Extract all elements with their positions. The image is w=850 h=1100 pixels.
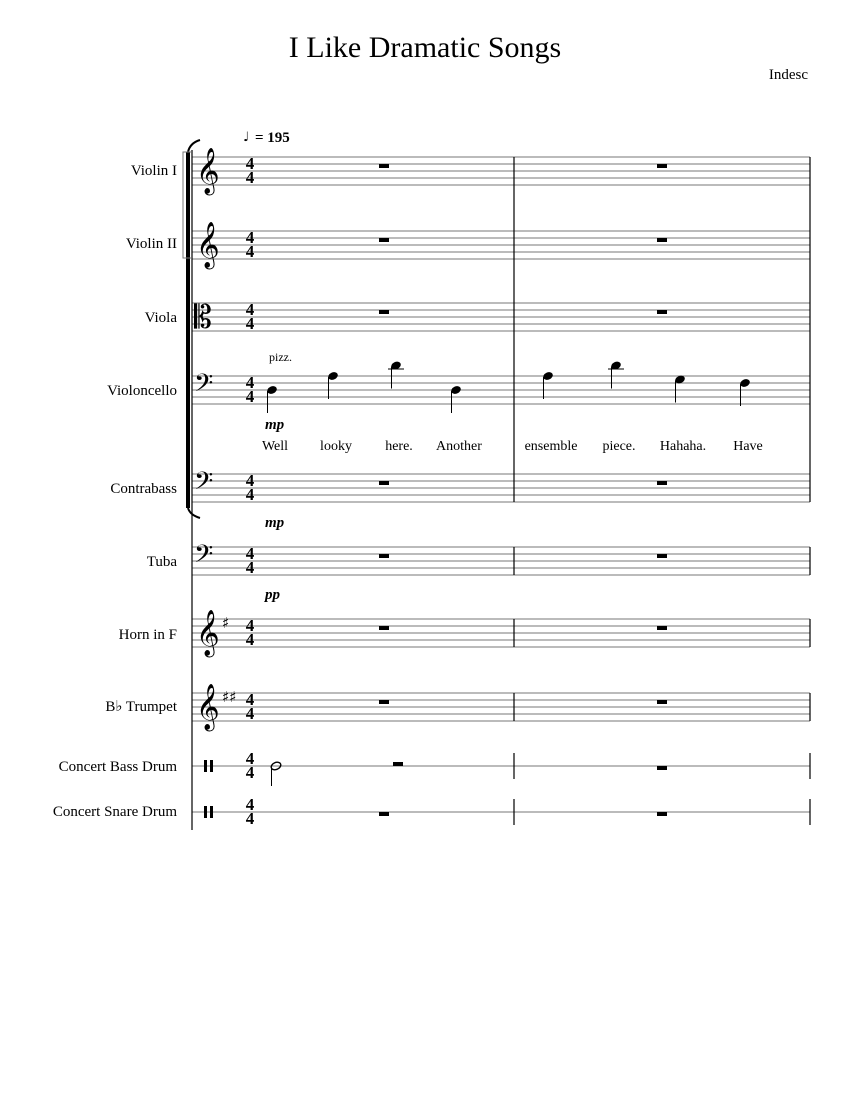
treble-clef-icon: 𝄞 bbox=[196, 148, 220, 194]
time-signature-numerator: 4 bbox=[245, 795, 255, 814]
percussion-clef-icon bbox=[204, 806, 207, 818]
time-signature-denominator: 4 bbox=[245, 704, 255, 723]
key-signature: ♯ bbox=[222, 614, 230, 632]
time-signature-denominator: 4 bbox=[245, 242, 255, 261]
string-bracket bbox=[186, 152, 190, 508]
time-signature-numerator: 4 bbox=[245, 228, 255, 247]
instrument-name: Violin I bbox=[130, 163, 177, 179]
whole-rest bbox=[657, 554, 667, 558]
lyric-syllable: Have bbox=[733, 439, 763, 454]
time-signature-denominator: 4 bbox=[245, 763, 255, 782]
instrument-name: B♭ Trumpet bbox=[105, 699, 177, 715]
instrument-name: Concert Snare Drum bbox=[52, 804, 177, 820]
score-title: I Like Dramatic Songs bbox=[288, 31, 562, 64]
whole-rest bbox=[657, 238, 667, 242]
time-signature-denominator: 4 bbox=[245, 558, 255, 577]
time-signature-denominator: 4 bbox=[245, 809, 255, 828]
whole-rest bbox=[657, 812, 667, 816]
treble-clef-icon: 𝄞 bbox=[196, 222, 220, 268]
composer: Indesc bbox=[768, 67, 808, 83]
whole-rest bbox=[379, 700, 389, 704]
lyric-syllable: piece. bbox=[602, 439, 636, 454]
instrument-name: Concert Bass Drum bbox=[58, 759, 177, 775]
bass-clef-icon: 𝄢 bbox=[194, 540, 214, 575]
tempo-marking: = 195 bbox=[255, 130, 290, 146]
treble-clef-icon: 𝄞 bbox=[196, 610, 220, 656]
lyric-syllable: looky bbox=[320, 439, 352, 454]
time-signature-numerator: 4 bbox=[245, 749, 255, 768]
lyric-syllable: Hahaha. bbox=[659, 439, 707, 454]
whole-rest bbox=[379, 481, 389, 485]
lyric-syllable: ensemble bbox=[524, 439, 578, 454]
bass-clef-icon: 𝄢 bbox=[194, 467, 214, 502]
dynamic-marking: pp bbox=[265, 587, 280, 603]
key-signature: ♯♯ bbox=[222, 688, 237, 706]
time-signature-denominator: 4 bbox=[245, 630, 255, 649]
time-signature-numerator: 4 bbox=[245, 544, 255, 563]
tempo-note-icon: ♩ bbox=[243, 130, 250, 145]
instrument-name: Violin II bbox=[125, 236, 177, 252]
lyric-syllable: Another bbox=[436, 439, 482, 454]
whole-rest bbox=[657, 481, 667, 485]
whole-rest bbox=[657, 310, 667, 314]
whole-rest bbox=[379, 812, 389, 816]
whole-rest bbox=[379, 554, 389, 558]
alto-clef-icon: 𝄡 bbox=[194, 298, 212, 336]
instrument-name: Horn in F bbox=[118, 627, 177, 643]
whole-rest bbox=[379, 164, 389, 168]
whole-rest bbox=[379, 626, 389, 630]
time-signature-numerator: 4 bbox=[245, 300, 255, 319]
whole-rest bbox=[379, 310, 389, 314]
bass-clef-icon: 𝄢 bbox=[194, 369, 214, 404]
time-signature-denominator: 4 bbox=[245, 387, 255, 406]
treble-clef-icon: 𝄞 bbox=[196, 684, 220, 730]
percussion-clef-icon bbox=[210, 806, 213, 818]
dynamic-marking: mp bbox=[265, 417, 285, 433]
half-rest bbox=[393, 762, 403, 766]
instrument-name: Viola bbox=[144, 310, 177, 326]
whole-rest bbox=[657, 700, 667, 704]
whole-rest bbox=[657, 164, 667, 168]
dynamic-marking: mp bbox=[265, 515, 285, 531]
time-signature-numerator: 4 bbox=[245, 471, 255, 490]
percussion-clef-icon bbox=[210, 760, 213, 772]
lyric-syllable: Well bbox=[261, 439, 289, 454]
time-signature-numerator: 4 bbox=[245, 154, 255, 173]
time-signature-numerator: 4 bbox=[245, 690, 255, 709]
lyric-syllable: here. bbox=[385, 439, 413, 454]
whole-rest bbox=[657, 766, 667, 770]
time-signature-denominator: 4 bbox=[245, 168, 255, 187]
instrument-name: Tuba bbox=[146, 554, 177, 570]
time-signature-denominator: 4 bbox=[245, 485, 255, 504]
bracket-bottom bbox=[188, 508, 200, 518]
time-signature-denominator: 4 bbox=[245, 314, 255, 333]
whole-rest bbox=[657, 626, 667, 630]
whole-rest bbox=[379, 238, 389, 242]
instrument-name: Violoncello bbox=[107, 383, 177, 399]
percussion-clef-icon bbox=[204, 760, 207, 772]
time-signature-numerator: 4 bbox=[245, 616, 255, 635]
technique-marking: pizz. bbox=[269, 350, 292, 364]
time-signature-numerator: 4 bbox=[245, 373, 255, 392]
instrument-name: Contrabass bbox=[110, 481, 177, 497]
